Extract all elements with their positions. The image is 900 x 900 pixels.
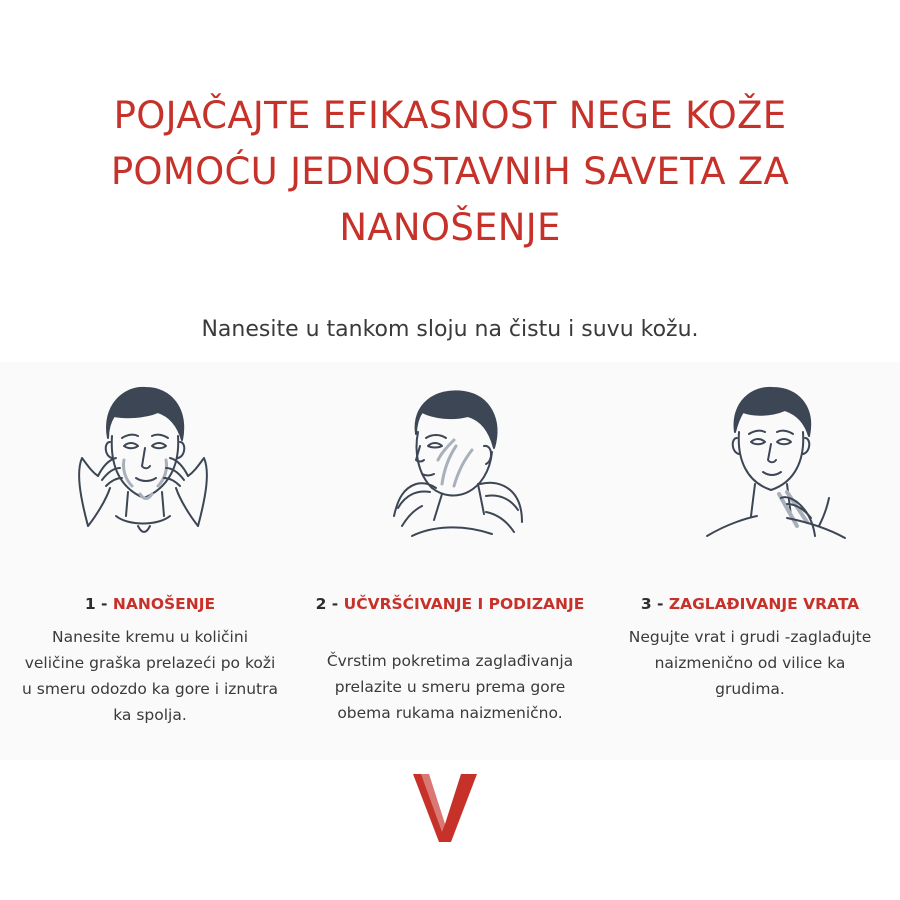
step-2-number: 2 - bbox=[315, 595, 339, 613]
title-line-1: POJAČAJTE EFIKASNOST NEGE KOŽE bbox=[113, 94, 787, 137]
step-1-number: 1 - bbox=[84, 595, 108, 613]
step-2-name: UČVRŠĆIVANJE I PODIZANJE bbox=[343, 595, 585, 613]
neck-smoothing-illustration bbox=[687, 376, 857, 556]
intro-text: Nanesite u tankom sloju na čistu i suvu kožu. bbox=[201, 317, 699, 342]
step-3-name: ZAGLAĐIVANJE VRATA bbox=[668, 595, 860, 613]
step-3-heading bbox=[610, 592, 890, 616]
v-brand-logo bbox=[411, 772, 479, 844]
title-line-2: POMOĆU JEDNOSTAVNIH SAVETA ZA bbox=[110, 150, 790, 193]
step-2-description: Čvrstim pokretima zaglađivanja prelazite u smeru prema gore obema rukama naizmenično. bbox=[326, 652, 574, 722]
face-cream-application-illustration bbox=[58, 376, 228, 556]
step-2-heading bbox=[310, 592, 590, 616]
step-1-description: Nanesite kremu u količini veličine graška prelazeći po koži u smeru odozdo ka gore i iznutra ka spolja. bbox=[22, 628, 278, 724]
title-line-3: NANOŠENJE bbox=[339, 206, 561, 249]
steps-panel bbox=[0, 362, 900, 760]
step-1-heading bbox=[10, 592, 290, 616]
face-lifting-massage-illustration bbox=[372, 376, 542, 556]
step-3-description: Negujte vrat i grudi -zaglađujte naizmenično od vilice ka grudima. bbox=[628, 628, 872, 698]
step-1-name: NANOŠENJE bbox=[112, 595, 216, 613]
step-3-number: 3 - bbox=[640, 595, 664, 613]
page-title bbox=[40, 88, 860, 256]
